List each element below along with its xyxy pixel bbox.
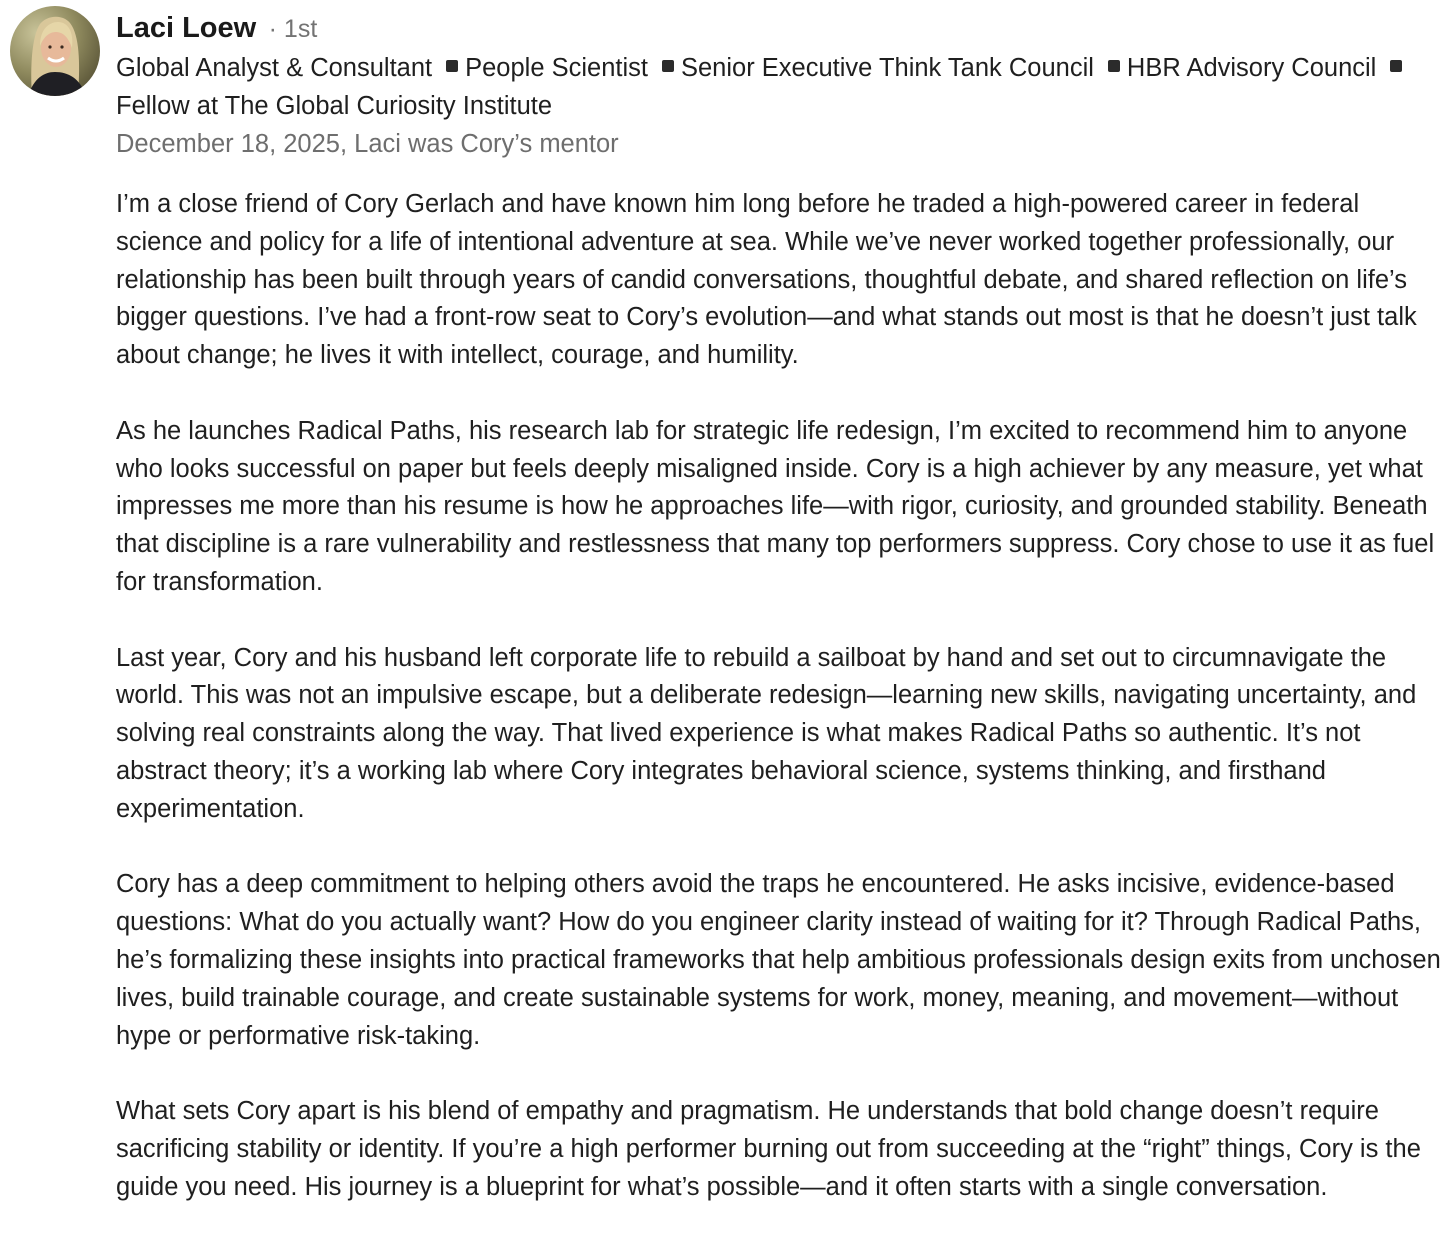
recommendation-paragraph: Cory has a deep commitment to helping others avoid the traps he encountered. He asks incisive, evidence-based questions: What do you actually want? How do you engineer clarity instead of waiting for it? Through Radical Paths, he’s formalizing these insights into practical frameworks that help ambitious professionals design exits from unchosen lives, build trainable courage, and create sustainable systems for work, money, meaning, and movement—without hype or performative risk-taking.: [116, 870, 1441, 1050]
recommender-name[interactable]: Laci Loew: [116, 12, 257, 44]
connection-degree: · 1st: [268, 15, 318, 43]
headline-item: HBR Advisory Council: [1126, 54, 1377, 82]
recommendation-paragraph: What sets Cory apart is his blend of empathy and pragmatism. He understands that bold change doesn’t require sacrificing stability or identity. If you’re a high performer burning out from succeeding at the “right” things, Cory is the guide you need. His journey is a blueprint for what’s possible—and it often starts with a single conversation.: [116, 1097, 1421, 1201]
square-bullet-icon: [1390, 60, 1402, 72]
recommender-headline: [116, 49, 1446, 125]
square-bullet-icon: [1108, 60, 1120, 72]
headline-item: Global Analyst & Consultant: [116, 54, 433, 82]
recommendation-paragraph: Last year, Cory and his husband left corporate life to rebuild a sailboat by hand and set out to circumnavigate the world. This was not an impulsive escape, but a deliberate redesign—learning new skills, navigating uncertainty, and solving real constraints along the way. That lived experience is what makes Radical Paths so authentic. It’s not abstract theory; it’s a working lab where Cory integrates behavioral science, systems thinking, and firsthand experimentation.: [116, 643, 1417, 823]
headline-item: Fellow at The Global Curiosity Institute: [116, 92, 553, 120]
square-bullet-icon: [446, 60, 458, 72]
recommendation-paragraph: As he launches Radical Paths, his research lab for strategic life redesign, I’m excited to recommend him to anyone who looks successful on paper but feels deeply misaligned inside. Cory is a high achiever by any measure, yet what impresses me more than his resume is how he approaches life—with rigor, curiosity, and grounded stability. Beneath that discipline is a rare vulnerability and restlessness that many top performers suppress. Cory chose to use it as fuel for transformation.: [116, 416, 1435, 596]
avatar-photo: [10, 6, 100, 96]
recommendation-meta: December 18, 2025, Laci was Cory’s mentor: [116, 130, 619, 158]
recommendation-paragraph: I’m a close friend of Cory Gerlach and have known him long before he traded a high-powered career in federal science and policy for a life of intentional adventure at sea. While we’ve never worked together professionally, our relationship has been built through years of candid conversations, thoughtful debate, and shared reflection on life’s bigger questions. I’ve had a front-row seat to Cory’s evolution—and what stands out most is that he doesn’t just talk about change; he lives it with intellect, courage, and humility.: [116, 190, 1417, 370]
avatar[interactable]: [10, 6, 100, 96]
headline-item: People Scientist: [465, 54, 648, 82]
square-bullet-icon: [662, 60, 674, 72]
name-row: [116, 8, 1446, 48]
headline-item: Senior Executive Think Tank Council: [680, 54, 1094, 82]
recommendation-text: [116, 186, 1446, 1207]
recommendation-content: [116, 8, 1446, 1244]
